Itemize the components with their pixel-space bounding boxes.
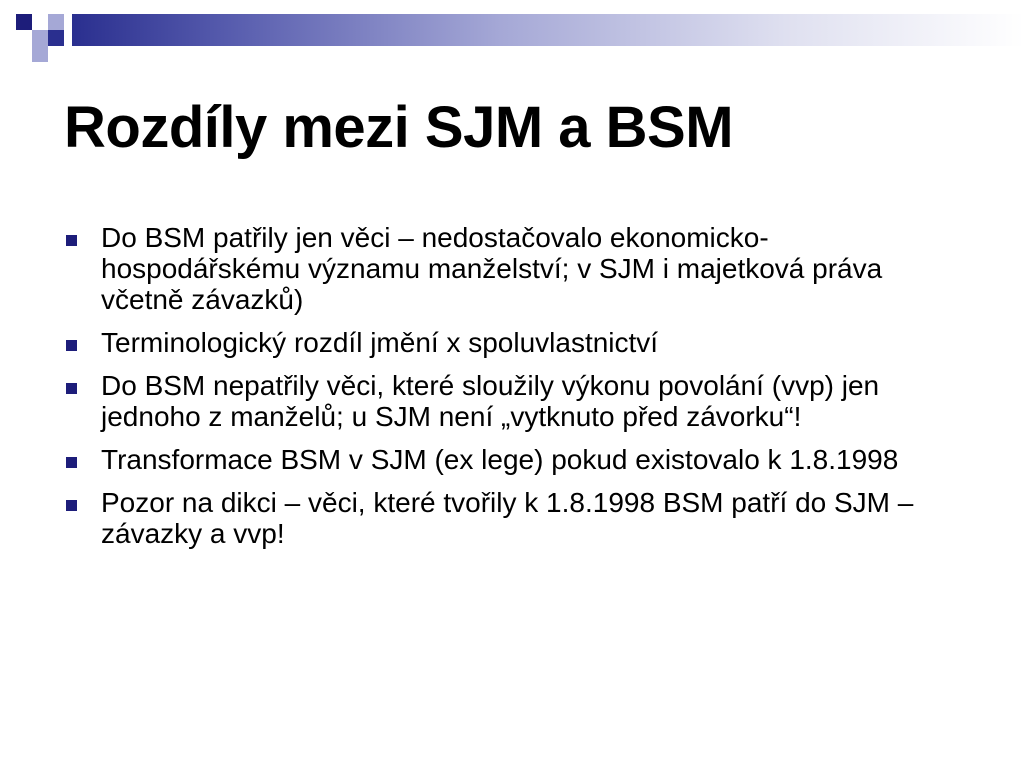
square-bullet-icon bbox=[66, 235, 77, 246]
deco-square bbox=[32, 30, 48, 46]
bullet-item bbox=[64, 444, 964, 475]
header-decoration bbox=[0, 0, 1024, 70]
gradient-band bbox=[72, 14, 1024, 46]
bullet-item bbox=[64, 487, 964, 549]
square-bullet-icon bbox=[66, 500, 77, 511]
bullet-item bbox=[64, 222, 964, 315]
bullet-item bbox=[64, 370, 964, 432]
deco-square bbox=[16, 14, 32, 30]
bullet-text: Terminologický rozdíl jmění x spoluvlastnictví bbox=[101, 327, 659, 358]
square-bullet-icon bbox=[66, 383, 77, 394]
deco-square bbox=[0, 14, 16, 30]
deco-square bbox=[32, 46, 48, 62]
square-bullet-icon bbox=[66, 340, 77, 351]
bullet-list bbox=[64, 222, 964, 561]
deco-square bbox=[48, 30, 64, 46]
bullet-text: Do BSM patřily jen věci – nedostačovalo ekonomicko-hospodářskému významu manželství; v SJM i majetková práva včetně závazků) bbox=[101, 222, 883, 315]
bullet-text: Pozor na dikci – věci, které tvořily k 1.8.1998 BSM patří do SJM – závazky a vvp! bbox=[101, 487, 914, 549]
bullet-text: Transformace BSM v SJM (ex lege) pokud existovalo k 1.8.1998 bbox=[101, 444, 899, 475]
deco-square bbox=[48, 14, 64, 30]
bullet-item bbox=[64, 327, 964, 358]
bullet-text: Do BSM nepatřily věci, které sloužily výkonu povolání (vvp) jen jednoho z manželů; u SJM není „vytknuto před závorku“! bbox=[101, 370, 880, 432]
deco-square bbox=[16, 30, 32, 46]
slide-title: Rozdíly mezi SJM a BSM bbox=[64, 95, 734, 160]
square-bullet-icon bbox=[66, 457, 77, 468]
deco-square bbox=[32, 14, 48, 30]
